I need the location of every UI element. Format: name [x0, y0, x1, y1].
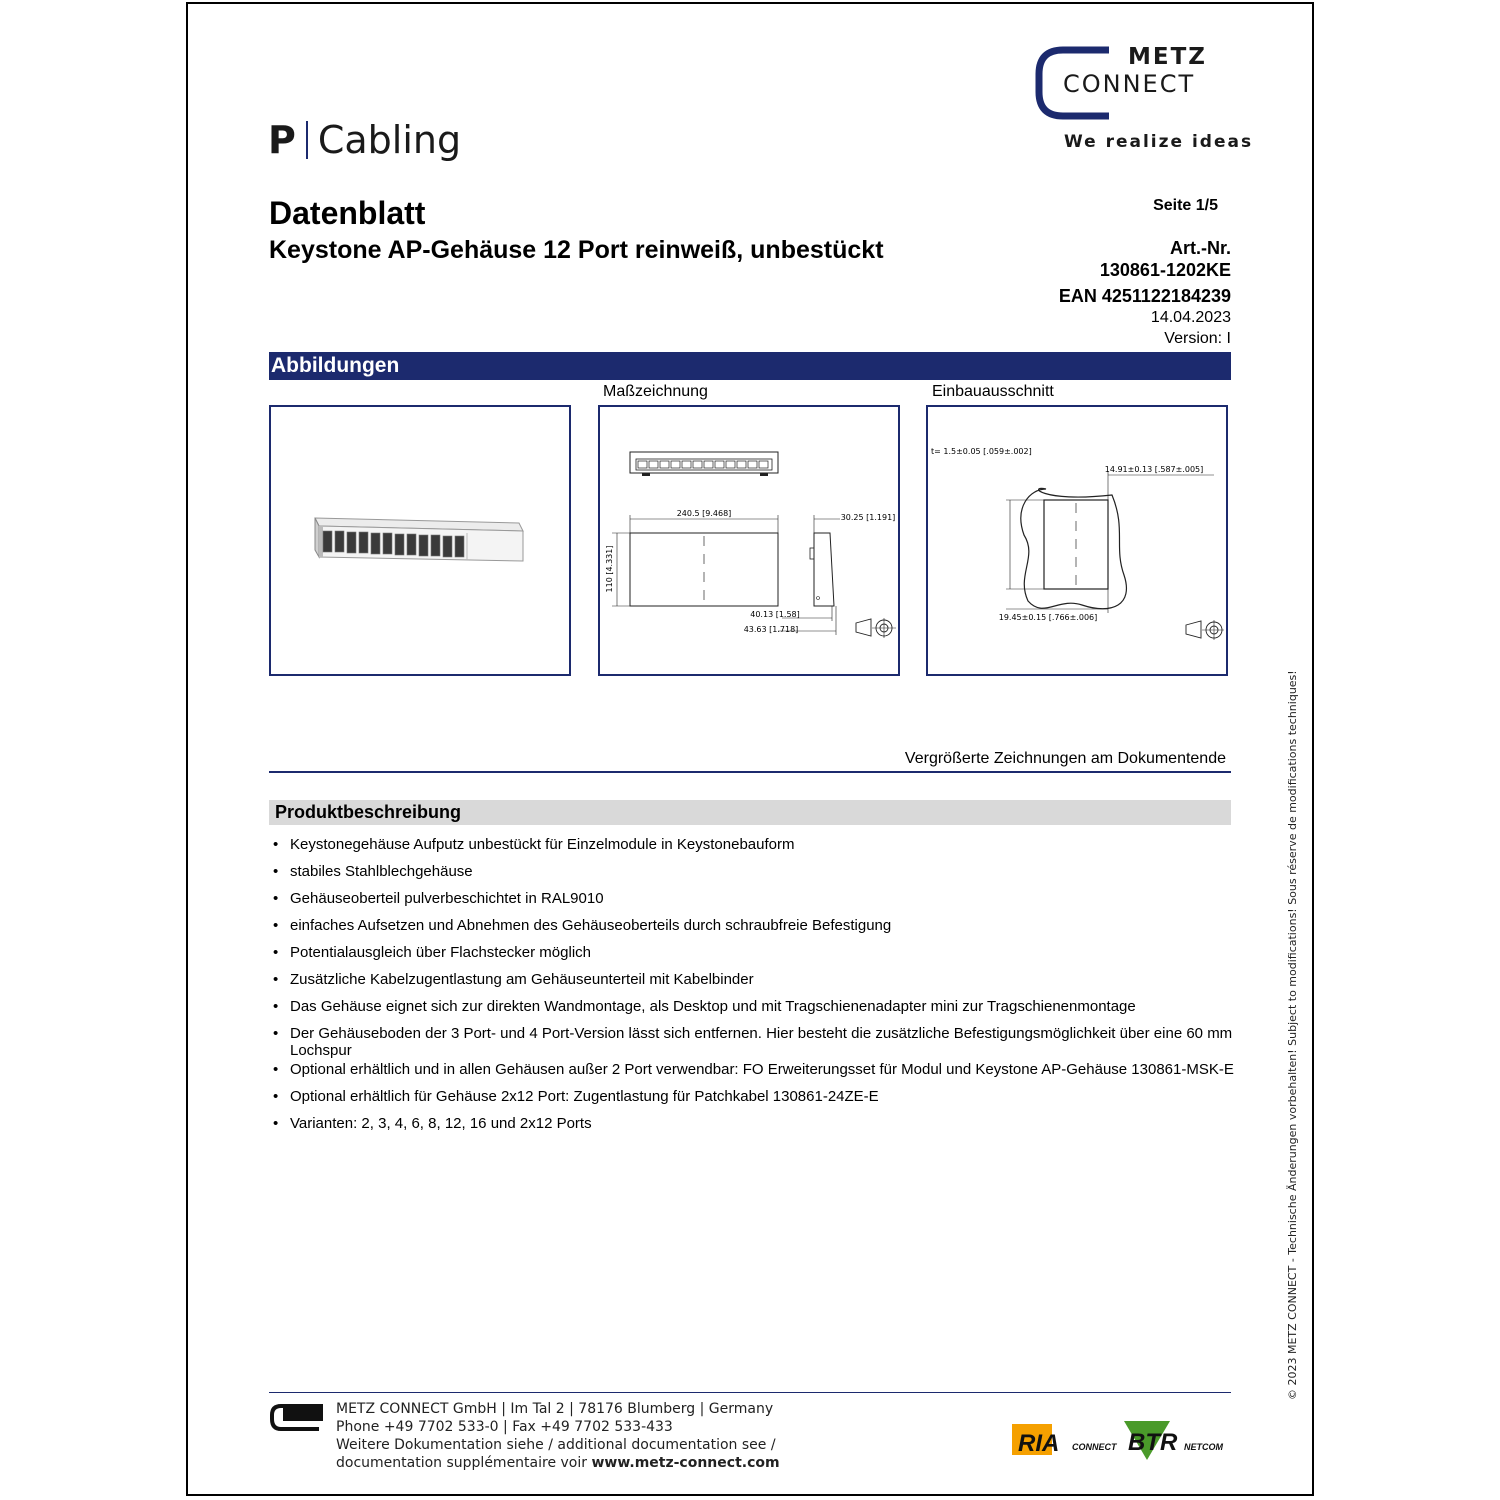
section-heading-images: Abbildungen: [271, 354, 400, 377]
document-version: Version: I: [1164, 330, 1231, 347]
art-number: 130861-1202KE: [1099, 260, 1231, 280]
dimension-drawing-box: [598, 405, 900, 676]
division-letter: P: [268, 118, 296, 162]
brand-tagline: We realize ideas: [1064, 132, 1254, 152]
list-item: • Optional erhältlich für Gehäuse 2x12 Port: Zugentlastung für Patchkabel 130861-24ZE-E: [273, 1088, 1248, 1105]
label-drawing: Maßzeichnung: [603, 383, 708, 400]
page-title: Datenblatt: [269, 195, 426, 231]
ria-logo-text: RIA: [1018, 1430, 1060, 1457]
list-item: • stabiles Stahlblechgehäuse: [273, 863, 1248, 880]
cutout-thickness-label: t= 1.5±0.05 [.059±.002]: [931, 447, 1032, 456]
product-subtitle: Keystone AP-Gehäuse 12 Port reinweiß, unbestückt: [269, 236, 884, 264]
list-item: • Optional erhältlich und in allen Gehäusen außer 2 Port verwendbar: FO Erweiterungsset für Modul und Keystone AP-Gehäuse 130861-MSK-E: [273, 1061, 1248, 1078]
footer-docs-prefix: documentation supplémentaire voir: [336, 1455, 592, 1471]
footer-website-link[interactable]: www.metz-connect.com: [591, 1455, 780, 1471]
art-label: Art.-Nr.: [1169, 238, 1231, 258]
list-item: • Der Gehäuseboden der 3 Port- und 4 Port-Version lässt sich entfernen. Hier besteht die zusätzliche Befestigungsmöglichkeit über eine 60 mm Lochspur: [273, 1025, 1248, 1059]
enlarged-drawings-note: Vergrößerte Zeichnungen am Dokumentende: [904, 750, 1226, 767]
brand-name-top: METZ: [1128, 44, 1207, 70]
product-photo-box: [269, 405, 571, 676]
footer-divider: [269, 1392, 1231, 1393]
cutout-w1-label: 14.91±0.13 [.587±.005]: [1104, 465, 1204, 474]
list-item: • Gehäuseoberteil pulverbeschichtet in RAL9010: [273, 890, 1248, 907]
label-cutout: Einbauausschnitt: [932, 383, 1054, 400]
btr-logo-text: BTR: [1128, 1429, 1178, 1456]
section-header-description: [269, 800, 1231, 825]
footer-phone: Phone +49 7702 533-0 | Fax +49 7702 533-433: [336, 1419, 673, 1435]
product-photo-icon: [271, 407, 569, 674]
ria-logo-sub: CONNECT: [1072, 1442, 1117, 1452]
cutout-w2-label: 19.45±0.15 [.766±.006]: [998, 613, 1098, 622]
list-item: • einfaches Aufsetzen und Abnehmen des Gehäuseoberteils durch schraubfreie Befestigung: [273, 917, 1248, 934]
list-item: • Das Gehäuse eignet sich zur direkten Wandmontage, als Desktop und mit Tragschienenadapter mini zur Tragschienenmontage: [273, 998, 1248, 1015]
footer-docs-fr: [336, 1455, 780, 1471]
description-list: [273, 836, 1248, 1142]
page-number: Seite 1/5: [1153, 197, 1218, 214]
btr-logo-sub: NETCOM: [1184, 1442, 1223, 1452]
ean-number: EAN 4251122184239: [1058, 286, 1231, 306]
divider-line: [269, 771, 1231, 773]
dimension-drawing-icon: [600, 407, 898, 674]
dim-d2-label: 43.63 [1.718]: [743, 625, 799, 634]
list-item: • Potentialausgleich über Flachstecker möglich: [273, 944, 1248, 961]
list-item: • Keystonegehäuse Aufputz unbestückt für Einzelmodule in Keystonebauform: [273, 836, 1248, 853]
copyright-side-note: © 2023 METZ CONNECT - Technische Änderungen vorbehalten! Subject to modifications! Sous réserve de modifications techniques!: [1286, 670, 1299, 1400]
section-heading-description: Produktbeschreibung: [275, 802, 462, 822]
dim-d1-label: 40.13 [1.58]: [750, 610, 800, 619]
footer-docs: Weitere Dokumentation siehe / additional documentation see /: [336, 1437, 776, 1453]
division-title: [268, 118, 461, 162]
cutout-drawing-box: [926, 405, 1228, 676]
cutout-drawing-icon: [928, 407, 1226, 674]
metz-connect-footer-icon: [269, 1402, 325, 1432]
list-item: • Zusätzliche Kabelzugentlastung am Gehäuseunterteil mit Kabelbinder: [273, 971, 1248, 988]
dim-width-label: 240.5 [9.468]: [676, 509, 732, 518]
document-date: 14.04.2023: [1150, 309, 1231, 326]
division-name: Cabling: [317, 118, 462, 162]
section-header-images: [269, 352, 1231, 380]
division-divider: [306, 121, 308, 159]
list-item: • Varianten: 2, 3, 4, 6, 8, 12, 16 und 2x12 Ports: [273, 1115, 1248, 1132]
brand-name-bottom: CONNECT: [1063, 70, 1196, 98]
footer-company: METZ CONNECT GmbH | Im Tal 2 | 78176 Blumberg | Germany: [336, 1401, 774, 1417]
dim-depth-label: 30.25 [1.191]: [840, 513, 896, 522]
partner-logos: [1010, 1420, 1230, 1462]
dim-height-label: 110 [4.331]: [605, 545, 614, 593]
